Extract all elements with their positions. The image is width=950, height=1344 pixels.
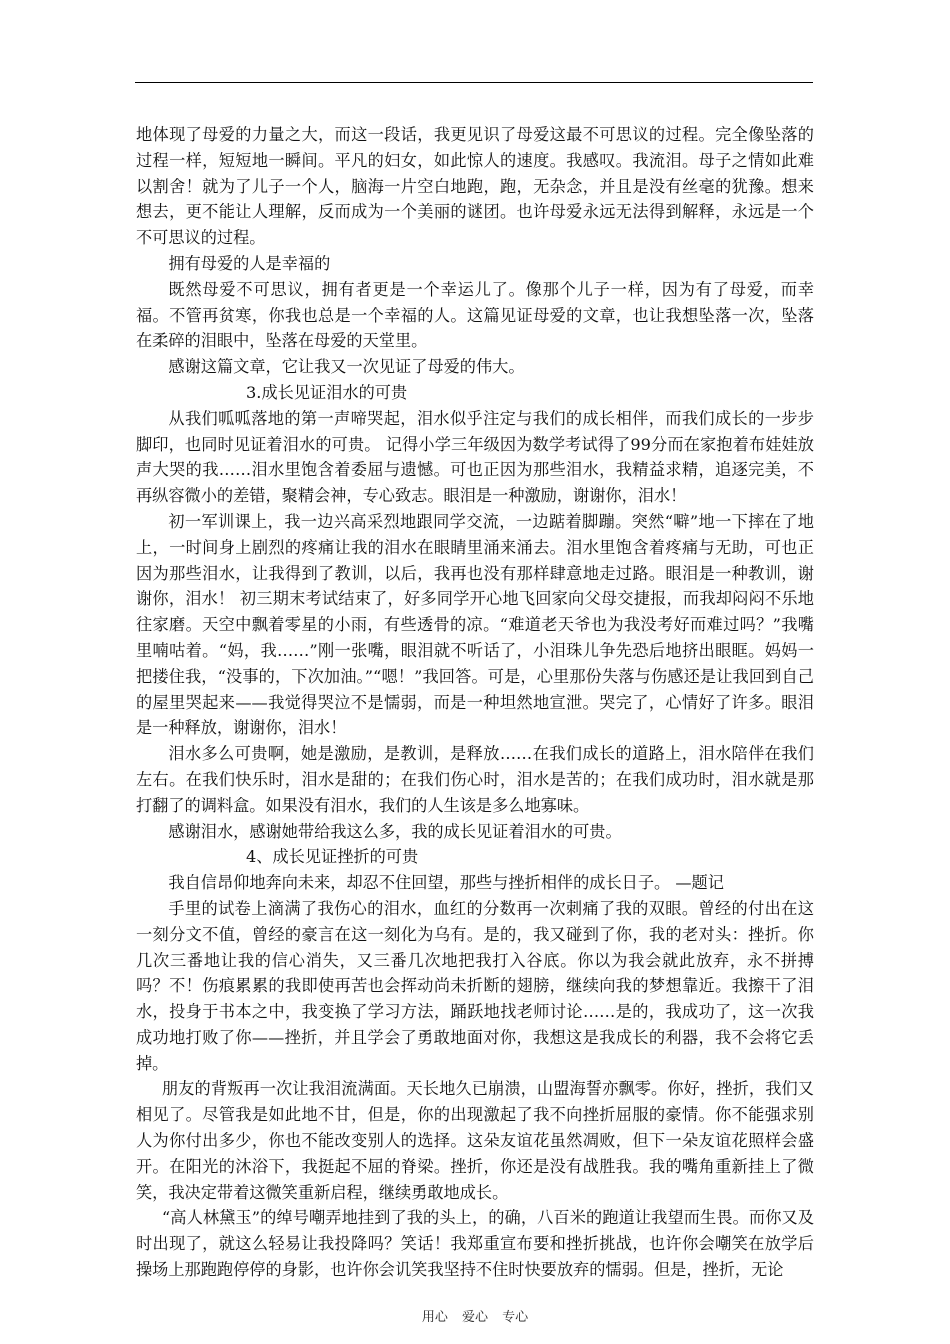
paragraph: 既然母爱不可思议，拥有者更是一个幸运儿了。像那个儿子一样，因为有了母爱，而幸福。不管再贫寒，你我也总是一个幸福的人。这篇见证母爱的文章，也让我想坠落一次，坠落在柔碎的泪眼中，坠落在母爱的天堂里。 bbox=[136, 279, 814, 351]
paragraph: 初一军训课上，我一边兴高采烈地跟同学交流，一边踮着脚蹦。突然“噼”地一下摔在了地上，一时间身上剧烈的疼痛让我的泪水在眼睛里涌来涌去。泪水里饱含着疼痛与无助，可也正因为那些泪水，让我得到了教训，以后，我再也没有那样肆意地走过路。眼泪是一种教训，谢谢你，泪水！ 初三期末考试结束了，好多同学开心地飞回家向父母交捷报，而我却闷闷不乐地往家磨。天空中飘着零星的小雨，有些透骨的凉。“难道老天爷也为我没考好而难过吗？”我嘴里喃咕着。“妈，我……”刚一张嘴，眼泪就不听话了，小泪珠儿争先恐后地挤出眼眶。妈妈一把搂住我，“没事的，下次加油。”“嗯！”我回答。可是，心里那份失落与伤感还是让我回到自己的屋里哭起来——我觉得哭泣不是懦弱，而是一种坦然地宣泄。哭完了，心情好了许多。眼泪是一种释放，谢谢你，泪水！ bbox=[136, 511, 814, 738]
paragraph: 感谢泪水，感谢她带给我这么多，我的成长见证着泪水的可贵。 bbox=[168, 821, 622, 841]
paragraph: “高人林黛玉”的绰号嘲弄地挂到了我的头上，的确，八百米的跑道让我望而生畏。而你又及时出现了，就这么轻易让我投降吗？笑话！我郑重宣布要和挫折挑战，也许你会嘲笑在放学后操场上那跑跑停停的身影，也许你会讥笑我坚持不住时快要放弃的懦弱。但是，挫折，无论 bbox=[136, 1208, 814, 1280]
paragraph: 感谢这篇文章，它让我又一次见证了母爱的伟大。 bbox=[168, 357, 525, 377]
section-heading: 3.成长见证泪水的可贵 bbox=[246, 382, 408, 402]
paragraph: 地体现了母爱的力量之大，而这一段话，我更见识了母爱这最不可思议的过程。完全像坠落的过程一样，短短地一瞬间。平凡的妇女，如此惊人的速度。我感叹。我流泪。母子之情如此难以割舍！就为了儿子一个人，脑海一片空白地跑，跑，无杂念，并且是没有丝毫的犹豫。想来想去，更不能让人理解，反而成为一个美丽的谜团。也许母爱永远无法得到解释，永远是一个不可思议的过程。 bbox=[136, 125, 814, 248]
paragraph: 从我们呱呱落地的第一声啼哭起，泪水似乎注定与我们的成长相伴，而我们成长的一步步脚印，也同时见证着泪水的可贵。 记得小学三年级因为数学考试得了99分而在家抱着布娃娃放声大哭的我……泪水里饱含着委屈与遗憾。可也正因为那些泪水，我精益求精，追逐完美，不再纵容微小的差错，聚精会神，专心致志。眼泪是一种激励，谢谢你，泪水！ bbox=[136, 408, 814, 506]
paragraph: 拥有母爱的人是幸福的 bbox=[168, 253, 331, 273]
paragraph: 我自信昂仰地奔向未来，却忍不住回望，那些与挫折相伴的成长日子。 —题记 bbox=[168, 873, 724, 893]
paragraph: 手里的试卷上滴满了我伤心的泪水，血红的分数再一次刺痛了我的双眼。曾经的付出在这一刻分文不值，曾经的豪言在这一刻化为乌有。是的，我又碰到了你，我的老对头：挫折。你几次三番地让我的信心消失，又三番几次地把我打入谷底。你以为我会就此放弃，永不拼搏吗？不！伤痕累累的我即使再苦也会挥动尚未折断的翅膀，继续向我的梦想靠近。我擦干了泪水，投身于书本之中，我变换了学习方法，踊跃地找老师讨论……是的，我成功了，这一次我成功地打败了你——挫折，并且学会了勇敢地面对你，我想这是我成长的利器，我不会将它丢掉。 bbox=[136, 898, 814, 1073]
page-footer: 用心 爱心 专心 bbox=[421, 1310, 529, 1325]
document-body bbox=[136, 122, 814, 1283]
section-heading: 4、成长见证挫折的可贵 bbox=[246, 847, 419, 867]
paragraph: 泪水多么可贵啊，她是激励，是教训，是释放……在我们成长的道路上，泪水陪伴在我们左右。在我们快乐时，泪水是甜的；在我们伤心时，泪水是苦的；在我们成功时，泪水就是那打翻了的调料盒。如果没有泪水，我们的人生该是多么地寡味。 bbox=[136, 744, 814, 815]
header-rule bbox=[135, 82, 813, 83]
paragraph: 朋友的背叛再一次让我泪流满面。天长地久已崩溃，山盟海誓亦飘零。你好，挫折，我们又相见了。尽管我是如此地不甘，但是，你的出现激起了我不向挫折屈服的豪情。你不能强求别人为你付出多少，你也不能改变别人的选择。这朵友谊花虽然凋败，但下一朵友谊花照样会盛开。在阳光的沐浴下，我挺起不屈的脊梁。挫折，你还是没有战胜我。我的嘴角重新挂上了微笑，我决定带着这微笑重新启程，继续勇敢地成长。 bbox=[136, 1079, 814, 1202]
